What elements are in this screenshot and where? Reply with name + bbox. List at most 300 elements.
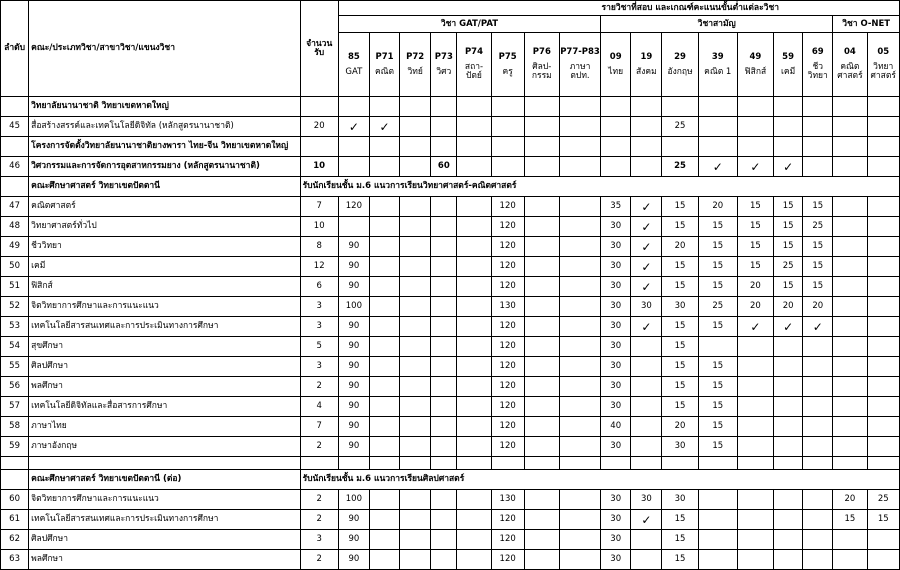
- score-cell: [524, 197, 559, 217]
- score-cell: [431, 550, 457, 570]
- program-row: [1, 550, 900, 570]
- subject-code: 09: [609, 51, 622, 62]
- score-cell: 100: [338, 297, 369, 317]
- score-cell: 15: [662, 217, 698, 237]
- score-cell: 120: [491, 510, 524, 530]
- score-cell: [431, 437, 457, 457]
- subject-code: P75: [498, 51, 517, 62]
- score-cell: 15: [803, 257, 833, 277]
- program-row: [1, 237, 900, 257]
- score-cell: [457, 297, 491, 317]
- score-cell: 15: [774, 217, 803, 237]
- score-cell: [400, 277, 431, 297]
- check-icon: ✓: [338, 117, 369, 137]
- score-cell: 90: [338, 357, 369, 377]
- score-cell: [400, 530, 431, 550]
- score-cell: [400, 237, 431, 257]
- group-common: วิชาสามัญ: [601, 16, 833, 33]
- program-name: คณิตศาสตร์: [29, 197, 300, 217]
- subject-code: 29: [674, 51, 686, 62]
- score-cell: [867, 117, 900, 137]
- score-cell: 15: [698, 437, 737, 457]
- score-cell: 120: [491, 397, 524, 417]
- score-cell: 30: [601, 510, 631, 530]
- score-cell: [457, 490, 491, 510]
- score-cell: [431, 490, 457, 510]
- subject-name: GAT: [345, 66, 363, 77]
- score-cell: 30: [601, 337, 631, 357]
- score-cell: [559, 277, 600, 297]
- score-cell: 15: [737, 237, 773, 257]
- score-cell: [369, 157, 399, 177]
- score-cell: [559, 357, 600, 377]
- score-cell: [400, 357, 431, 377]
- empty-cell: [774, 97, 803, 117]
- score-cell: [400, 297, 431, 317]
- score-cell: [867, 397, 900, 417]
- subject-code: P76: [532, 47, 551, 57]
- score-cell: 30: [662, 297, 698, 317]
- score-cell: [833, 417, 867, 437]
- score-cell: [369, 197, 399, 217]
- score-cell: 15: [698, 237, 737, 257]
- score-cell: [803, 117, 833, 137]
- program-name: ศิลปศึกษา: [29, 530, 300, 550]
- score-cell: [457, 217, 491, 237]
- empty-cell: [559, 97, 600, 117]
- empty-cell: [300, 97, 338, 117]
- score-cell: 90: [338, 550, 369, 570]
- score-cell: 15: [662, 317, 698, 337]
- col-no-header: ลำดับ: [1, 1, 29, 97]
- score-cell: [524, 217, 559, 237]
- score-cell: [559, 197, 600, 217]
- score-cell: [400, 490, 431, 510]
- empty-cell: [369, 457, 399, 470]
- score-cell: [524, 530, 559, 550]
- subject-header: [559, 33, 600, 97]
- score-cell: [559, 437, 600, 457]
- score-cell: [524, 157, 559, 177]
- score-cell: [457, 237, 491, 257]
- table-header: [1, 1, 900, 97]
- score-cell: [457, 117, 491, 137]
- subject-code: 49: [749, 51, 762, 62]
- program-name: ศิลปศึกษา: [29, 357, 300, 377]
- score-cell: 25: [698, 297, 737, 317]
- row-number: 60: [1, 490, 29, 510]
- program-name: พลศึกษา: [29, 550, 300, 570]
- empty-cell: [431, 97, 457, 117]
- section-row: [1, 137, 900, 157]
- score-cell: [803, 337, 833, 357]
- check-icon: ✓: [631, 257, 662, 277]
- score-cell: 120: [491, 257, 524, 277]
- score-cell: 15: [698, 357, 737, 377]
- empty-cell: [491, 457, 524, 470]
- subject-header: [698, 33, 737, 97]
- program-row: [1, 530, 900, 550]
- score-cell: [631, 530, 662, 550]
- subject-header: [833, 33, 867, 97]
- subject-code: 39: [711, 51, 724, 62]
- score-cell: 30: [631, 490, 662, 510]
- empty-cell: [803, 97, 833, 117]
- score-cell: [833, 237, 867, 257]
- score-cell: [559, 317, 600, 337]
- check-icon: ✓: [698, 157, 737, 177]
- empty-cell: [1, 137, 29, 157]
- program-row: [1, 117, 900, 137]
- score-cell: [833, 277, 867, 297]
- empty-cell: [524, 457, 559, 470]
- check-icon: ✓: [631, 317, 662, 337]
- empty-cell: [400, 97, 431, 117]
- score-cell: [867, 297, 900, 317]
- subject-name: ศิลป- กรรม: [531, 62, 552, 81]
- quota-value: 3: [300, 297, 338, 317]
- row-number: 57: [1, 397, 29, 417]
- score-cell: [338, 217, 369, 237]
- score-cell: [803, 510, 833, 530]
- score-cell: [774, 490, 803, 510]
- score-cell: [833, 377, 867, 397]
- score-cell: [400, 417, 431, 437]
- program-name: สุขศึกษา: [29, 337, 300, 357]
- score-cell: [867, 377, 900, 397]
- score-cell: [698, 510, 737, 530]
- program-row: [1, 357, 900, 377]
- check-icon: ✓: [631, 217, 662, 237]
- score-cell: [833, 550, 867, 570]
- score-cell: 15: [662, 377, 698, 397]
- score-cell: 20: [698, 197, 737, 217]
- row-number: 61: [1, 510, 29, 530]
- score-cell: [400, 377, 431, 397]
- col-quota-header: จำนวน รับ: [300, 1, 338, 97]
- score-cell: 15: [698, 377, 737, 397]
- score-cell: [559, 117, 600, 137]
- score-cell: [369, 297, 399, 317]
- score-cell: [431, 377, 457, 397]
- section-title: คณะศึกษาศาสตร์ วิทยาเขตปัตตานี (ต่อ): [29, 470, 300, 490]
- score-cell: 90: [338, 317, 369, 337]
- score-cell: 120: [491, 550, 524, 570]
- score-cell: [524, 437, 559, 457]
- score-cell: [631, 117, 662, 137]
- score-cell: 15: [662, 257, 698, 277]
- quota-value: 3: [300, 317, 338, 337]
- section-row: [1, 177, 900, 197]
- subject-name: ฟิสิกส์: [744, 66, 767, 77]
- score-cell: [774, 337, 803, 357]
- subject-code: 04: [843, 47, 856, 57]
- empty-cell: [662, 457, 698, 470]
- score-cell: [631, 437, 662, 457]
- check-icon: ✓: [631, 237, 662, 257]
- score-cell: [774, 357, 803, 377]
- score-cell: 15: [698, 417, 737, 437]
- row-number: 56: [1, 377, 29, 397]
- score-cell: [774, 117, 803, 137]
- subject-code: P71: [375, 51, 394, 62]
- score-cell: 20: [737, 277, 773, 297]
- row-number: 62: [1, 530, 29, 550]
- score-cell: 15: [662, 550, 698, 570]
- score-cell: 120: [491, 197, 524, 217]
- subject-header: [601, 33, 631, 97]
- score-cell: [833, 437, 867, 457]
- program-name: เทคโนโลยีสารสนเทศและการประเมินทางการศึกษา: [29, 317, 300, 337]
- subject-code: 69: [811, 47, 824, 57]
- subject-name: คณิต 1: [704, 66, 732, 77]
- score-cell: 15: [867, 510, 900, 530]
- col-name-header: คณะ/ประเภทวิชา/สาขาวิชา/แขนงวิชา: [29, 1, 300, 97]
- program-row: [1, 317, 900, 337]
- check-icon: ✓: [803, 317, 833, 337]
- empty-cell: [833, 137, 867, 157]
- score-cell: [631, 397, 662, 417]
- score-cell: [457, 257, 491, 277]
- score-cell: [431, 297, 457, 317]
- section-title: คณะศึกษาศาสตร์ วิทยาเขตปัตตานี: [29, 177, 300, 197]
- program-name: วิศวกรรมและการจัดการอุตสาหกรรมยาง (หลักสูตรนานาชาติ): [29, 157, 300, 177]
- score-cell: [431, 217, 457, 237]
- score-cell: 90: [338, 277, 369, 297]
- score-cell: [457, 337, 491, 357]
- score-cell: 25: [867, 490, 900, 510]
- quota-value: 10: [300, 217, 338, 237]
- empty-cell: [698, 137, 737, 157]
- program-row: [1, 337, 900, 357]
- score-cell: [491, 117, 524, 137]
- score-cell: 130: [491, 490, 524, 510]
- empty-cell: [803, 457, 833, 470]
- empty-cell: [491, 137, 524, 157]
- score-cell: 15: [662, 397, 698, 417]
- subject-code: 19: [640, 51, 653, 62]
- check-icon: ✓: [369, 117, 399, 137]
- score-cell: [457, 550, 491, 570]
- score-cell: [524, 257, 559, 277]
- score-cell: [774, 437, 803, 457]
- score-cell: [457, 397, 491, 417]
- score-cell: [698, 550, 737, 570]
- score-cell: 30: [601, 530, 631, 550]
- score-cell: [369, 277, 399, 297]
- score-cell: [631, 377, 662, 397]
- program-row: [1, 197, 900, 217]
- score-cell: [774, 550, 803, 570]
- program-row: [1, 510, 900, 530]
- score-cell: [774, 510, 803, 530]
- score-cell: 30: [601, 397, 631, 417]
- score-cell: 90: [338, 437, 369, 457]
- score-cell: 90: [338, 417, 369, 437]
- check-icon: ✓: [737, 157, 773, 177]
- score-cell: 20: [774, 297, 803, 317]
- score-cell: [833, 317, 867, 337]
- empty-cell: [774, 457, 803, 470]
- score-cell: [867, 277, 900, 297]
- score-cell: [803, 377, 833, 397]
- score-cell: [457, 417, 491, 437]
- score-cell: [338, 157, 369, 177]
- score-cell: [431, 237, 457, 257]
- score-cell: 20: [737, 297, 773, 317]
- quota-value: 12: [300, 257, 338, 277]
- score-cell: 30: [601, 277, 631, 297]
- empty-cell: [338, 137, 369, 157]
- score-cell: [803, 530, 833, 550]
- row-number: 59: [1, 437, 29, 457]
- program-row: [1, 490, 900, 510]
- score-cell: [559, 510, 600, 530]
- check-icon: ✓: [774, 317, 803, 337]
- empty-cell: [400, 137, 431, 157]
- section-note: รับนักเรียนชั้น ม.6 แนวการเรียนศิลปศาสตร์: [300, 470, 899, 490]
- score-cell: [737, 437, 773, 457]
- program-name: เคมี: [29, 257, 300, 277]
- score-cell: 15: [698, 217, 737, 237]
- score-cell: [400, 117, 431, 137]
- empty-cell: [559, 137, 600, 157]
- score-cell: [559, 397, 600, 417]
- score-cell: 15: [662, 510, 698, 530]
- quota-value: 8: [300, 237, 338, 257]
- score-cell: [559, 297, 600, 317]
- score-cell: [803, 417, 833, 437]
- score-cell: [601, 157, 631, 177]
- score-cell: [833, 357, 867, 377]
- score-cell: [431, 277, 457, 297]
- subject-name: ครู: [502, 66, 513, 77]
- score-cell: [833, 337, 867, 357]
- subject-header: [400, 33, 431, 97]
- score-cell: [737, 357, 773, 377]
- score-cell: 30: [601, 297, 631, 317]
- section-note: รับนักเรียนชั้น ม.6 แนวการเรียนวิทยาศาสตร์-คณิตศาสตร์: [300, 177, 899, 197]
- score-cell: [524, 277, 559, 297]
- score-cell: 120: [491, 337, 524, 357]
- score-cell: 120: [491, 530, 524, 550]
- section-row: [1, 470, 900, 490]
- check-icon: ✓: [737, 317, 773, 337]
- score-cell: [631, 337, 662, 357]
- score-cell: [524, 377, 559, 397]
- row-number: 45: [1, 117, 29, 137]
- subject-name: อังกฤษ: [667, 66, 693, 77]
- score-cell: [369, 417, 399, 437]
- score-cell: [400, 337, 431, 357]
- score-cell: [369, 490, 399, 510]
- score-cell: [400, 317, 431, 337]
- subject-header: [662, 33, 698, 97]
- score-cell: [737, 530, 773, 550]
- spacer-row: [1, 457, 900, 470]
- quota-value: 4: [300, 397, 338, 417]
- empty-cell: [491, 97, 524, 117]
- criteria-title: รายวิชาที่สอบ และเกณฑ์คะแนนขั้นต่ำแต่ละวิชา: [338, 1, 899, 16]
- subject-header: [457, 33, 491, 97]
- score-cell: [400, 197, 431, 217]
- score-cell: [457, 377, 491, 397]
- score-cell: [867, 157, 900, 177]
- program-row: [1, 437, 900, 457]
- program-row: [1, 297, 900, 317]
- score-cell: 15: [662, 357, 698, 377]
- score-cell: [431, 357, 457, 377]
- score-cell: [431, 417, 457, 437]
- score-cell: [400, 437, 431, 457]
- score-cell: 30: [601, 490, 631, 510]
- quota-value: 6: [300, 277, 338, 297]
- subject-name: สถา- ปัตย์: [464, 62, 484, 81]
- quota-value: 7: [300, 197, 338, 217]
- score-cell: [559, 217, 600, 237]
- empty-cell: [1, 177, 29, 197]
- empty-cell: [833, 457, 867, 470]
- score-cell: [369, 377, 399, 397]
- score-cell: 120: [491, 437, 524, 457]
- score-cell: [524, 490, 559, 510]
- score-cell: 15: [698, 277, 737, 297]
- score-cell: [867, 217, 900, 237]
- program-row: [1, 217, 900, 237]
- row-number: 52: [1, 297, 29, 317]
- score-cell: [524, 297, 559, 317]
- empty-cell: [867, 457, 900, 470]
- score-cell: [867, 337, 900, 357]
- empty-cell: [867, 97, 900, 117]
- score-cell: [737, 510, 773, 530]
- score-cell: [400, 157, 431, 177]
- score-cell: [867, 550, 900, 570]
- quota-value: 7: [300, 417, 338, 437]
- section-title: โครงการจัดตั้งวิทยาลัยนานาชาติยางพารา ไทย-จีน วิทยาเขตหาดใหญ่: [29, 137, 300, 157]
- score-cell: 15: [698, 257, 737, 277]
- program-row: [1, 157, 900, 177]
- empty-cell: [803, 137, 833, 157]
- score-cell: 90: [338, 510, 369, 530]
- score-cell: 60: [431, 157, 457, 177]
- empty-cell: [737, 97, 773, 117]
- row-number: 50: [1, 257, 29, 277]
- score-cell: [867, 197, 900, 217]
- score-cell: 120: [491, 217, 524, 237]
- score-cell: 15: [774, 277, 803, 297]
- score-cell: 40: [601, 417, 631, 437]
- score-cell: [457, 530, 491, 550]
- check-icon: ✓: [774, 157, 803, 177]
- subject-name: ไทย: [608, 66, 624, 77]
- subject-name: วิทย์: [407, 66, 423, 77]
- empty-cell: [601, 457, 631, 470]
- score-cell: [867, 357, 900, 377]
- score-cell: 120: [338, 197, 369, 217]
- score-cell: 25: [662, 157, 698, 177]
- quota-value: 2: [300, 377, 338, 397]
- row-number: 49: [1, 237, 29, 257]
- score-cell: [774, 417, 803, 437]
- score-cell: [400, 510, 431, 530]
- row-number: 54: [1, 337, 29, 357]
- row-number: 51: [1, 277, 29, 297]
- subject-name: ภาษา ตปท.: [569, 62, 591, 81]
- row-number: 55: [1, 357, 29, 377]
- empty-cell: [631, 137, 662, 157]
- score-cell: [867, 417, 900, 437]
